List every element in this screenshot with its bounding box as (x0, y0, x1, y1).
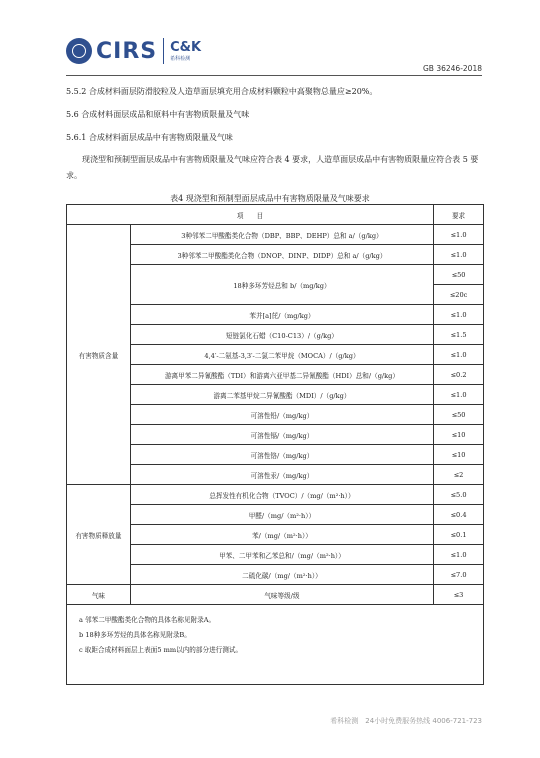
logo-cirs-text: CIRS (96, 38, 158, 64)
header-item: 项 目 (67, 205, 434, 225)
row-item: 可溶性铬/（mg/kg） (130, 445, 433, 465)
clause-5-6-1: 5.6.1 合成材料面层成品中有害物质限量及气味 (66, 133, 233, 142)
row-requirement: ≤1.0 (434, 225, 484, 245)
logo-ck-text: C&K (170, 39, 202, 55)
row-item: 苯并[a]芘/（mg/kg） (130, 305, 433, 325)
logo-ck-subtext: 希科检测 (170, 55, 191, 62)
row-requirement: ≤7.0 (434, 565, 484, 585)
row-item: 游离二苯基甲烷二异氰酸酯（MDI）/（g/kg） (130, 385, 433, 405)
row-requirement: ≤5.0 (434, 485, 484, 505)
row-item: 苯/（mg/（m²·h）） (130, 525, 433, 545)
clause-5-6: 5.6 合成材料面层成品和原料中有害物质限量及气味 (66, 110, 250, 119)
row-requirement: ≤1.0 (434, 385, 484, 405)
row-requirement: ≤0.4 (434, 505, 484, 525)
row-item: 3种邻苯二甲酸酯类化合物（DBP、BBP、DEHP）总和 a/（g/kg） (130, 225, 433, 245)
table-row (67, 225, 484, 245)
note-b: b 18种多环芳烃的具体名称见附录B。 (79, 631, 191, 639)
note-a: a 邻苯二甲酸酯类化合物的具体名称见附录A。 (79, 616, 216, 624)
intro-paragraph: 现浇型和预制型面层成品中有害物质限量及气味应符合表 4 要求，人造草面层成品中有害物质限量应符合表 5 要求。 (66, 155, 479, 180)
cirs-logo (66, 37, 201, 65)
header-requirement: 要求 (434, 205, 484, 225)
row-requirement: ≤10 (434, 425, 484, 445)
logo-divider (163, 38, 164, 64)
logo-ck-block (170, 41, 201, 62)
row-item: 可溶性镉/（mg/kg） (130, 425, 433, 445)
row-item: 3种邻苯二甲酸酯类化合物（DNOP、DINP、DIDP）总和 a/（g/kg） (130, 245, 433, 265)
row-item: 甲醛/（mg/（m²·h）） (130, 505, 433, 525)
table-header-row (67, 205, 484, 225)
group-harmful-content: 有害物质含量 (67, 225, 131, 485)
notes-row (67, 605, 484, 685)
row-requirement: ≤0.2 (434, 365, 484, 385)
footer-hotline: 希科检测 24小时免费服务热线 4006-721-723 (330, 717, 482, 725)
row-requirement: ≤1.0 (434, 545, 484, 565)
row-requirement-alt: ≤20c (434, 285, 484, 305)
row-item: 二硫化碳/（mg/（m²·h）） (130, 565, 433, 585)
requirements-table (66, 204, 484, 685)
row-requirement: ≤2 (434, 465, 484, 485)
row-requirement: ≤50 (434, 405, 484, 425)
row-item: 游离甲苯二异氰酸酯（TDI）和游离六亚甲基二异氰酸酯（HDI）总和/（g/kg） (130, 365, 433, 385)
row-item: 可溶性汞/（mg/kg） (130, 465, 433, 485)
row-requirement: ≤1.5 (434, 325, 484, 345)
row-item: 可溶性铅/（mg/kg） (130, 405, 433, 425)
row-requirement: ≤50 (434, 265, 484, 285)
row-requirement: ≤1.0 (434, 345, 484, 365)
row-item: 甲苯、二甲苯和乙苯总和/（mg/（m²·h）） (130, 545, 433, 565)
table-row (67, 585, 484, 605)
row-item: 4,4′-二氨基-3,3′-二氯二苯甲烷（MOCA）/（g/kg） (130, 345, 433, 365)
row-requirement: ≤1.0 (434, 245, 484, 265)
row-item: 18种多环芳烃总和 b/（mg/kg） (130, 265, 433, 305)
row-requirement: ≤10 (434, 445, 484, 465)
clause-5-5-2: 5.5.2 合成材料面层防滑胶粒及人造草面层填充用合成材料颗粒中高聚物总量应≥20%。 (66, 87, 378, 96)
group-odor: 气味 (67, 585, 131, 605)
row-requirement: ≤1.0 (434, 305, 484, 325)
standard-number: GB 36246-2018 (423, 64, 482, 73)
cirs-seal-icon (66, 38, 92, 64)
row-item: 气味等级/级 (130, 585, 433, 605)
row-requirement: ≤0.1 (434, 525, 484, 545)
row-item: 短链氯化石蜡（C10-C13）/（g/kg） (130, 325, 433, 345)
note-c: c 取距合成材料面层上表面5 mm以内的部分进行测试。 (79, 646, 243, 654)
group-harmful-release: 有害物质释放量 (67, 485, 131, 585)
table-row (67, 485, 484, 505)
table-caption: 表4 现浇型和预制型面层成品中有害物质限量及气味要求 (170, 194, 370, 203)
row-requirement: ≤3 (434, 585, 484, 605)
header-rule (66, 75, 482, 76)
notes-cell (67, 605, 484, 685)
row-item: 总挥发性有机化合物（TVOC）/（mg/（m²·h）） (130, 485, 433, 505)
